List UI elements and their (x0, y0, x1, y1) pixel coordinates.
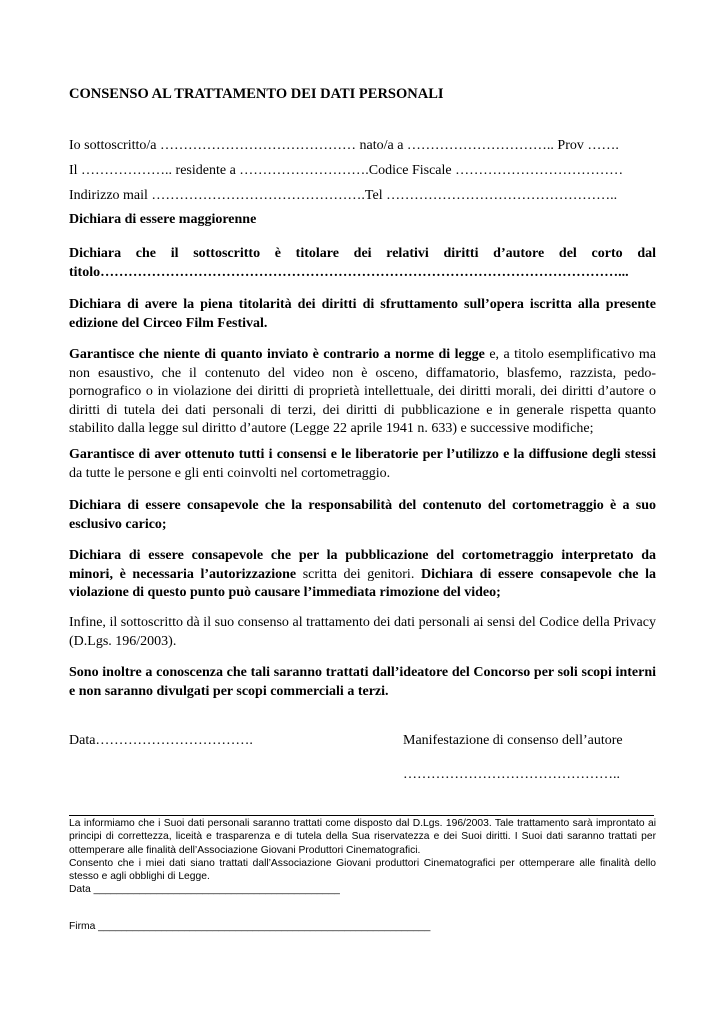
declaration-responsibility: Dichiara di essere consapevole che la responsabilità del contenuto del cortometraggio è a suo esclusivo carico; (69, 498, 656, 532)
footer-signature-line: Firma __________________________________________________________ (69, 921, 431, 932)
declaration-exploitation-rights: Dichiara di avere la piena titolarità dei diritti di sfruttamento sull’opera iscritta alla presente edizione del Circeo Film Festival. (69, 297, 656, 331)
footer-consent: Consento che i miei dati siano trattati dall’Associazione Giovani produttori Cinematografici per ottemperare alle finalità dello stesso e agli obblighi di Legge. (69, 858, 656, 883)
minors-text: scritta dei genitori. (296, 566, 421, 582)
releases-text: da tutte le persone e gli enti coinvolti nel cortometraggio. (69, 465, 391, 481)
footer-privacy-info: La informiamo che i Suoi dati personali saranno trattati come disposto dal D.Lgs. 196/2003. Tale trattamento sarà improntato ai principi di correttezza, liceità e trasparenza e di tutela della Sua riservatezza e dei Suoi diritti. I Suoi dati saranno trattati per ottemperare alle finalità dell’Associazione Giovani Produttori Cinematografici. (69, 818, 656, 856)
personal-data-line-2: Il ……………….. residente a ……………………….Codice Fiscale ……………………………… (69, 163, 624, 178)
personal-data-line-3: Indirizzo mail ……………………………………….Tel ………………………………………….. (69, 188, 618, 203)
legal-compliance-bold: Garantisce che niente di quanto inviato è contrario a norme di legge (69, 347, 485, 362)
author-signature-line: ……………………………………….. (403, 767, 620, 782)
declaration-copyright: Dichiara che il sottoscritto è titolare dei relativi diritti d’autore del corto dal titolo…………………………………………………………………………………………………... (69, 246, 656, 280)
legal-compliance-text: e, a titolo esemplificativo ma non esaustivo, che il contenuto del video non è osceno, diffamatorio, blasfemo, razzista, pedo-pornografico o in violazione dei diritti di proprietà intellettuale, dei diritti morali, dei diritti d’autore o diritti di tutela dei dati personali di terzi, dei diritti di pubblicazione e in generale rispetta quanto stabilito dalla legge sul diritto d’autore (Legge 22 aprile 1941 n. 633) e successive modifiche; (69, 347, 656, 437)
author-consent-label: Manifestazione di consenso dell’autore (403, 733, 623, 748)
footer-date-line: Data ___________________________________________ (69, 884, 340, 895)
data-usage-notice: Sono inoltre a conoscenza che tali saranno trattati dall’ideatore del Concorso per soli scopi interni e non saranno divulgati per scopi commerciali a terzi. (69, 665, 656, 699)
minors-bold: Dichiara di essere consapevole che per la pubblicazione del cortometraggio interpretato da minori, è necessaria l’autorizzazione (69, 548, 656, 582)
declaration-minors (69, 547, 656, 603)
privacy-consent: Infine, il sottoscritto dà il suo consenso al trattamento dei dati personali ai sensi del Codice della Privacy (D.Lgs. 196/2003). (69, 615, 656, 649)
footer-divider (69, 815, 654, 816)
declaration-releases (69, 446, 656, 483)
declaration-adult: Dichiara di essere maggiorenne (69, 212, 257, 227)
date-field: Data……………………………. (69, 733, 253, 748)
personal-data-line-1: Io sottoscritto/a …………………………………… nato/a a ………………………….. Prov ……. (69, 138, 619, 153)
document-title: CONSENSO AL TRATTAMENTO DEI DATI PERSONALI (69, 86, 444, 102)
minors-bold-2: Dichiara di essere consapevole che la violazione di questo punto può causare l’immediata rimozione del video; (69, 566, 657, 601)
declaration-legal-compliance (69, 346, 656, 439)
releases-bold: Garantisce di aver ottenuto tutti i consensi e le liberatorie per l’utilizzo e la diffusione degli stessi (69, 447, 656, 462)
